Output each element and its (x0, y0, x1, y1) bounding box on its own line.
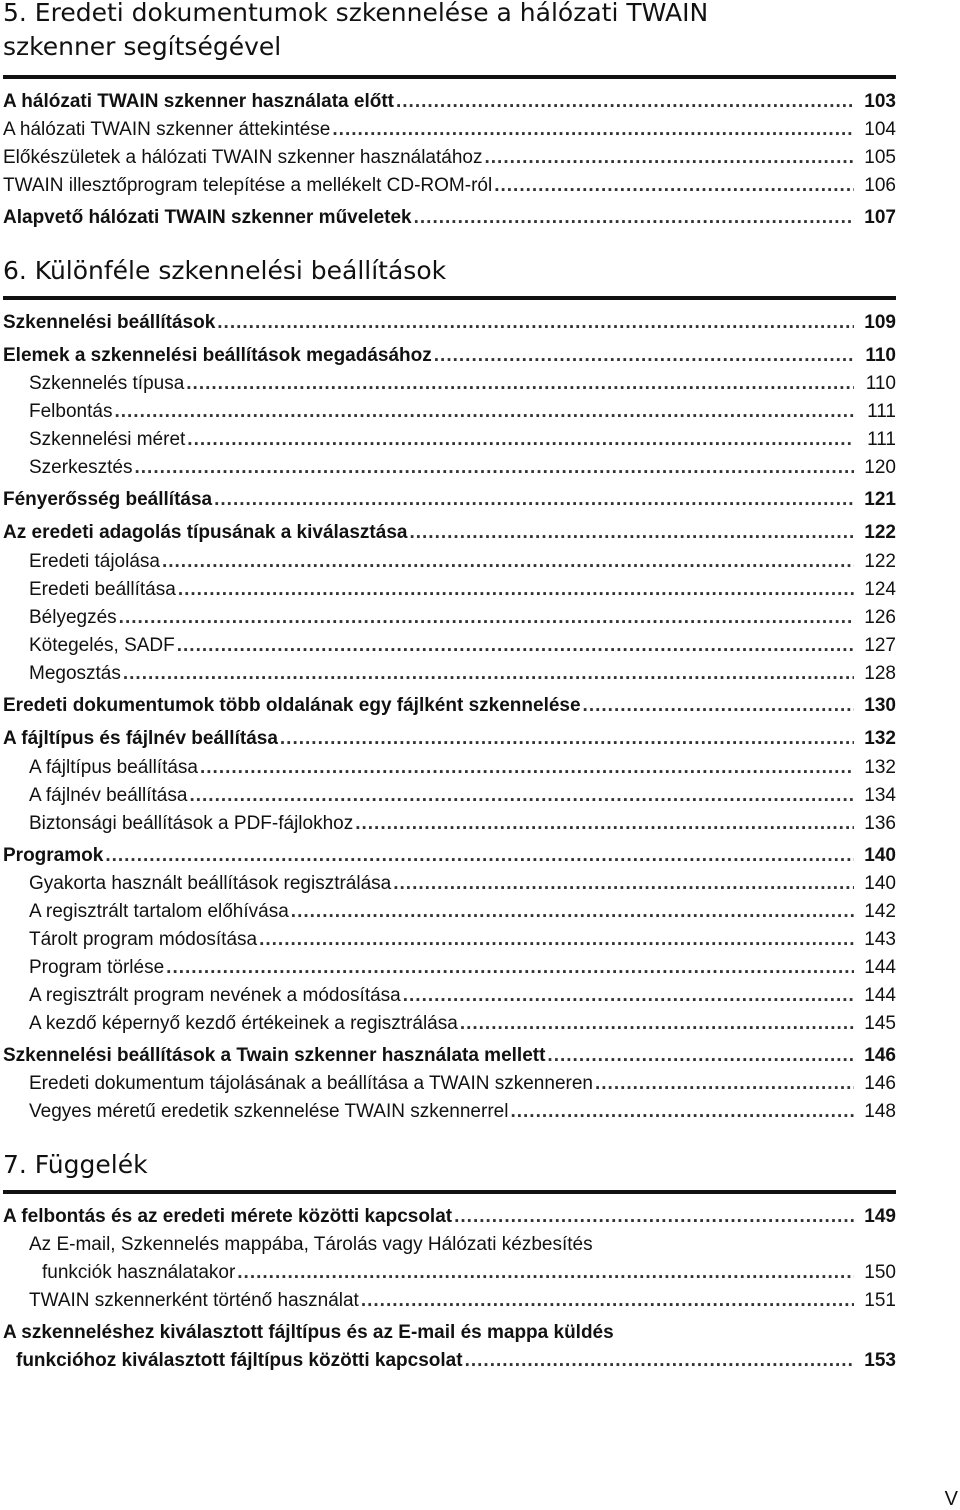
toc-entry[interactable] (29, 809, 896, 835)
toc-entry-page: 146 (864, 1073, 896, 1094)
toc-entry-page: 121 (864, 489, 896, 510)
toc-entry-page: 130 (864, 695, 896, 716)
toc-entry-label: Fényerősség beállítása (3, 489, 213, 510)
toc-entry-label: Kötegelés, SADF (29, 635, 175, 656)
toc-entry[interactable] (29, 1286, 896, 1312)
toc-entry-page: 111 (867, 429, 896, 450)
toc-entry-page: 126 (864, 607, 896, 628)
toc-leader (494, 175, 854, 197)
toc-entry-label: A hálózati TWAIN szkenner áttekintése (3, 119, 331, 140)
toc-entry-page: 149 (864, 1206, 896, 1227)
toc-leader (291, 901, 854, 923)
toc-entry-page: 153 (864, 1350, 896, 1371)
toc-entry-page: 144 (864, 957, 896, 978)
toc-entry[interactable] (29, 1069, 896, 1095)
toc-leader (123, 663, 854, 685)
toc-entry-label: Felbontás (29, 401, 113, 422)
toc-entry[interactable] (29, 1009, 896, 1035)
toc-entry-label: Szkennelés típusa (29, 373, 185, 394)
toc-entry-first-line[interactable]: Az E-mail, Szkennelés mappába, Tárolás vagy Hálózati kézbesítés (29, 1234, 593, 1255)
toc-leader (396, 91, 854, 113)
toc-entry-label: Tárolt program módosítása (29, 929, 258, 950)
toc-leader (259, 929, 854, 951)
toc-entry-label: TWAIN szkennerként történő használat (29, 1290, 359, 1311)
toc-entry-label: Eredeti dokumentum tájolásának a beállítása a TWAIN szkenneren (29, 1073, 593, 1094)
toc-entry-page: 122 (864, 551, 896, 572)
toc-entry[interactable] (29, 453, 896, 479)
toc-leader (595, 1073, 854, 1095)
toc-entry-page: 110 (865, 373, 896, 394)
toc-leader (187, 429, 854, 451)
toc-entry[interactable] (29, 1097, 896, 1123)
toc-leader (361, 1290, 854, 1312)
toc-entry[interactable] (3, 115, 896, 141)
toc-entry-label: Előkészületek a hálózati TWAIN szkenner használatához (3, 147, 483, 168)
toc-leader (332, 119, 854, 141)
toc-entry[interactable] (16, 1346, 896, 1372)
toc-entry-label: Vegyes méretű eredetik szkennelése TWAIN szkennerrel (29, 1101, 509, 1122)
toc-entry-label: Programok (3, 845, 104, 866)
toc-entry-label: funkciók használatakor (42, 1262, 236, 1283)
chapter-7-title: 7. Függelék (3, 1150, 148, 1179)
toc-entry[interactable] (29, 603, 896, 629)
toc-entry[interactable] (29, 547, 896, 573)
toc-entry-page: 142 (864, 901, 896, 922)
chapter-5-title-line-1: 5. Eredeti dokumentumok szkennelése a hálózati TWAIN (3, 0, 709, 27)
toc-entry[interactable] (3, 171, 896, 197)
toc-leader (217, 312, 854, 334)
toc-leader (393, 873, 854, 895)
toc-entry[interactable] (29, 575, 896, 601)
toc-entry-page: 151 (864, 1290, 896, 1311)
toc-leader (583, 695, 854, 717)
toc-entry-label: Az eredeti adagolás típusának a kiválasztása (3, 522, 408, 543)
toc-entry-label: A kezdő képernyő kezdő értékeinek a regisztrálása (29, 1013, 458, 1034)
toc-entry-page: 145 (864, 1013, 896, 1034)
chapter-5-rule (3, 75, 896, 79)
toc-entry-label: Eredeti tájolása (29, 551, 160, 572)
toc-entry[interactable] (3, 841, 896, 867)
toc-entry-page: 124 (864, 579, 896, 600)
toc-entry-label: Bélyegzés (29, 607, 117, 628)
chapter-6-title: 6. Különféle szkennelési beállítások (3, 256, 447, 285)
toc-entry-label: Eredeti dokumentumok több oldalának egy fájlként szkennelése (3, 695, 581, 716)
toc-entry[interactable] (3, 203, 896, 229)
toc-leader (166, 957, 854, 979)
toc-leader (177, 635, 854, 657)
chapter-5-title-line-2: szkenner segítségével (3, 32, 282, 61)
toc-entry[interactable] (42, 1258, 896, 1284)
toc-entry-page: 110 (865, 345, 896, 366)
toc-entry[interactable] (3, 518, 896, 544)
toc-entry-label: Program törlése (29, 957, 165, 978)
toc-leader (200, 757, 854, 779)
toc-entry-page: 146 (864, 1045, 896, 1066)
toc-entry-label: Eredeti beállítása (29, 579, 176, 600)
toc-entry-page: 105 (864, 147, 896, 168)
toc-entry-label: funkcióhoz kiválasztott fájltípus közötti kapcsolat (16, 1350, 463, 1371)
toc-leader (189, 785, 854, 807)
toc-entry-page: 136 (864, 813, 896, 834)
toc-leader (237, 1262, 854, 1284)
page-number: V (944, 1488, 958, 1510)
toc-entry-label: Szkennelési méret (29, 429, 186, 450)
toc-entry[interactable] (29, 981, 896, 1007)
toc-entry-label: Szerkesztés (29, 457, 133, 478)
toc-entry-label: Szkennelési beállítások (3, 312, 216, 333)
toc-entry-first-line[interactable]: A szkenneléshez kiválasztott fájltípus és az E-mail és mappa küldés (3, 1322, 614, 1343)
toc-entry[interactable] (29, 425, 896, 451)
toc-entry-page: 103 (864, 91, 896, 112)
toc-entry[interactable] (3, 1041, 896, 1067)
toc-entry[interactable] (3, 485, 896, 511)
toc-entry-label: A hálózati TWAIN szkenner használata előtt (3, 91, 394, 112)
toc-entry-page: 140 (864, 873, 896, 894)
toc-leader (214, 489, 854, 511)
toc-leader (119, 607, 854, 629)
toc-entry-page: 106 (864, 175, 896, 196)
toc-leader (510, 1101, 854, 1123)
toc-entry-label: Biztonsági beállítások a PDF-fájlokhoz (29, 813, 354, 834)
toc-entry-page: 111 (867, 401, 896, 422)
toc-entry-label: A felbontás és az eredeti mérete közötti kapcsolat (3, 1206, 453, 1227)
toc-leader (465, 1350, 854, 1372)
toc-entry[interactable] (29, 925, 896, 951)
toc-entry-page: 143 (864, 929, 896, 950)
toc-entry-label: A fájlnév beállítása (29, 785, 188, 806)
toc-leader (454, 1206, 854, 1228)
toc-leader (105, 845, 854, 867)
toc-entry-label: A regisztrált program nevének a módosítása (29, 985, 401, 1006)
toc-entry-page: 144 (864, 985, 896, 1006)
toc-entry-page: 128 (864, 663, 896, 684)
toc-leader (178, 579, 854, 601)
toc-entry-page: 122 (864, 522, 896, 543)
toc-leader (134, 457, 854, 479)
toc-entry-page: 104 (864, 119, 896, 140)
toc-entry-label: A regisztrált tartalom előhívása (29, 901, 289, 922)
toc-entry[interactable] (29, 897, 896, 923)
toc-leader (162, 551, 854, 573)
toc-entry-page: 148 (864, 1101, 896, 1122)
toc-entry[interactable] (29, 869, 896, 895)
toc-entry-page: 120 (864, 457, 896, 478)
toc-leader (409, 522, 854, 544)
toc-entry-label: Gyakorta használt beállítások regisztrálása (29, 873, 392, 894)
toc-leader (114, 401, 854, 423)
toc-leader (414, 207, 854, 229)
toc-leader (186, 373, 854, 395)
toc-leader (280, 728, 854, 750)
toc-entry-label: Alapvető hálózati TWAIN szkenner műveletek (3, 207, 412, 228)
toc-entry[interactable] (3, 87, 896, 113)
toc-entry[interactable] (29, 397, 896, 423)
toc-entry[interactable] (29, 753, 896, 779)
toc-entry[interactable] (29, 631, 896, 657)
chapter-6-rule (3, 296, 896, 300)
toc-entry-label: Elemek a szkennelési beállítások megadásához (3, 345, 432, 366)
toc-entry[interactable] (3, 308, 896, 334)
toc-entry[interactable] (3, 1202, 896, 1228)
toc-leader (484, 147, 854, 169)
toc-entry-page: 132 (864, 728, 896, 749)
toc-entry[interactable] (3, 341, 896, 367)
toc-entry-page: 134 (864, 785, 896, 806)
toc-entry[interactable] (3, 724, 896, 750)
toc-leader (547, 1045, 854, 1067)
chapter-7-rule (3, 1190, 896, 1194)
toc-leader (403, 985, 854, 1007)
toc-entry-label: A fájltípus és fájlnév beállítása (3, 728, 278, 749)
toc-entry-page: 140 (864, 845, 896, 866)
toc-entry[interactable] (29, 953, 896, 979)
toc-entry-label: TWAIN illesztőprogram telepítése a mellékelt CD-ROM-ról (3, 175, 493, 196)
toc-leader (355, 813, 854, 835)
toc-entry-page: 107 (864, 207, 896, 228)
toc-entry[interactable] (3, 143, 896, 169)
toc-entry[interactable] (3, 691, 896, 717)
toc-entry-label: Szkennelési beállítások a Twain szkenner használata mellett (3, 1045, 546, 1066)
toc-entry[interactable] (29, 659, 896, 685)
toc-entry-label: Megosztás (29, 663, 121, 684)
toc-entry-page: 132 (864, 757, 896, 778)
toc-leader (460, 1013, 854, 1035)
toc-entry[interactable] (29, 369, 896, 395)
toc-entry-page: 150 (864, 1262, 896, 1283)
toc-entry-label: A fájltípus beállítása (29, 757, 198, 778)
toc-entry-page: 127 (864, 635, 896, 656)
toc-entry-page: 109 (864, 312, 896, 333)
toc-entry[interactable] (29, 781, 896, 807)
toc-leader (434, 345, 854, 367)
